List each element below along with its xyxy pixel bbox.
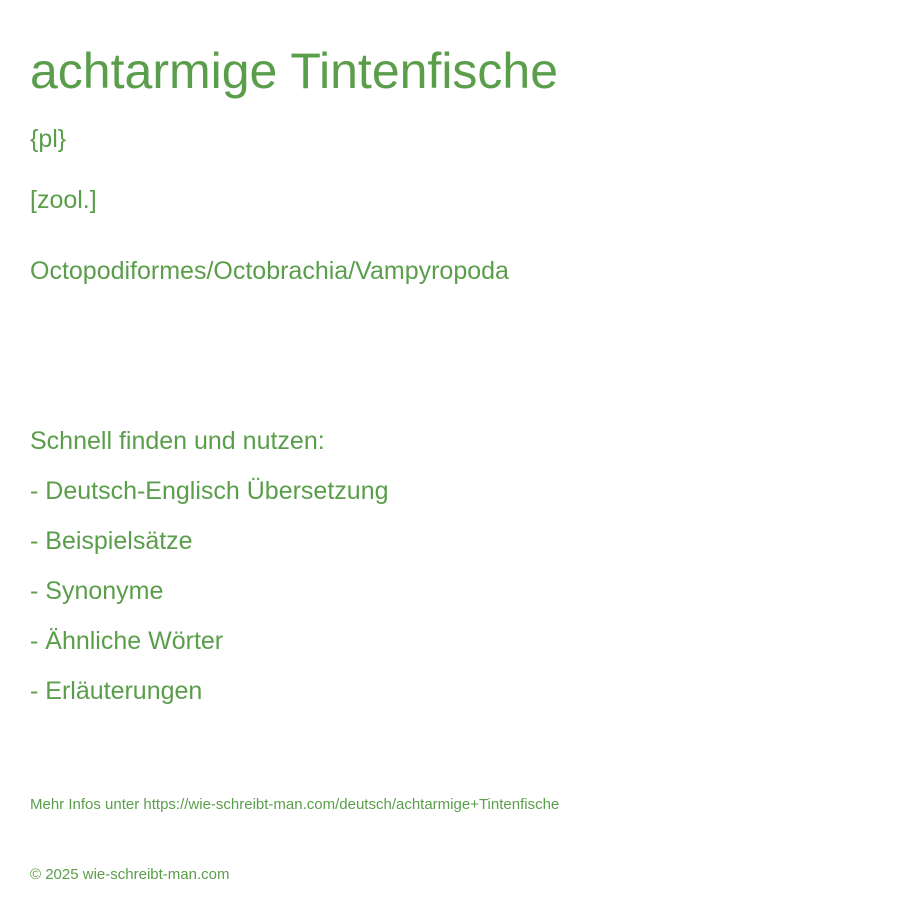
quick-link-synonyms: - Synonyme	[30, 577, 164, 605]
copyright-text: © 2025 wie-schreibt-man.com	[30, 866, 230, 883]
entry-title: achtarmige Tintenfische	[30, 43, 559, 99]
quick-link-examples: - Beispielsätze	[30, 527, 193, 555]
quick-links-heading: Schnell finden und nutzen:	[30, 427, 325, 455]
grammar-label: {pl}	[30, 125, 67, 153]
entry-definition: Octopodiformes/Octobrachia/Vampyropoda	[30, 257, 509, 285]
quick-link-explanations: - Erläuterungen	[30, 677, 203, 705]
quick-links-list	[30, 475, 389, 725]
quick-link-similar-words: - Ähnliche Wörter	[30, 627, 224, 655]
more-info-text: Mehr Infos unter https://wie-schreibt-man.com/deutsch/achtarmige+Tintenfische	[30, 796, 560, 813]
quick-link-translation: - Deutsch-Englisch Übersetzung	[30, 477, 389, 505]
domain-label: [zool.]	[30, 186, 97, 214]
